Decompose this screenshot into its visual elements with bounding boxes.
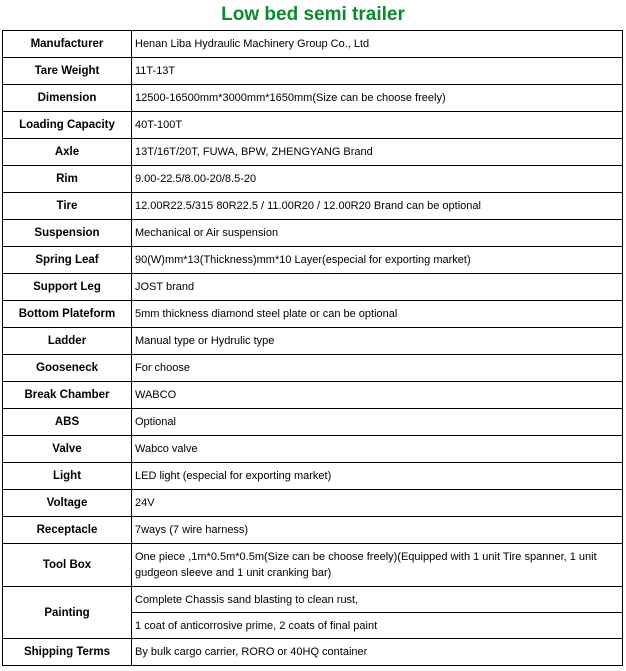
row-label: Bottom Plateform (3, 301, 132, 328)
row-value: Wabco valve (132, 436, 623, 463)
page-title: Low bed semi trailer (221, 4, 405, 25)
row-label: Tare Weight (3, 58, 132, 85)
row-value: 24V (132, 490, 623, 517)
row-value: 12.00R22.5/315 80R22.5 / 11.00R20 / 12.00R20 Brand can be optional (132, 193, 623, 220)
table-row (3, 587, 623, 613)
table-row (3, 490, 623, 517)
row-value: Henan Liba Hydraulic Machinery Group Co., Ltd (132, 31, 623, 58)
row-value: 12500-16500mm*3000mm*1650mm(Size can be choose freely) (132, 85, 623, 112)
row-value: By bulk cargo carrier, RORO or 40HQ container (132, 639, 623, 666)
table-row (3, 436, 623, 463)
row-label: Painting (3, 587, 132, 639)
row-value: Complete Chassis sand blasting to clean rust, (132, 587, 623, 613)
row-label: Tool Box (3, 544, 132, 587)
row-label: ABS (3, 409, 132, 436)
table-row (3, 139, 623, 166)
row-value: Optional (132, 409, 623, 436)
table-row (3, 166, 623, 193)
row-value: LED light (especial for exporting market) (132, 463, 623, 490)
table-row (3, 112, 623, 139)
table-row (3, 31, 623, 58)
table-row (3, 544, 623, 587)
table-row (3, 301, 623, 328)
row-label: Manufacturer (3, 31, 132, 58)
row-value: For choose (132, 355, 623, 382)
row-label: Suspension (3, 220, 132, 247)
row-label: Dimension (3, 85, 132, 112)
row-value: 11T-13T (132, 58, 623, 85)
table-row (3, 328, 623, 355)
row-label: Support Leg (3, 274, 132, 301)
row-label: Spring Leaf (3, 247, 132, 274)
row-value: WABCO (132, 382, 623, 409)
row-label: Voltage (3, 490, 132, 517)
row-label: Receptacle (3, 517, 132, 544)
table-row (3, 355, 623, 382)
row-value: Mechanical or Air suspension (132, 220, 623, 247)
table-row (3, 463, 623, 490)
row-value: 7ways (7 wire harness) (132, 517, 623, 544)
row-label: Gooseneck (3, 355, 132, 382)
row-value: Manual type or Hydrulic type (132, 328, 623, 355)
row-label: Ladder (3, 328, 132, 355)
table-row (3, 382, 623, 409)
row-value: 13T/16T/20T, FUWA, BPW, ZHENGYANG Brand (132, 139, 623, 166)
table-row (3, 247, 623, 274)
row-value: 5mm thickness diamond steel plate or can be optional (132, 301, 623, 328)
row-label: Shipping Terms (3, 639, 132, 666)
row-label: Loading Capacity (3, 112, 132, 139)
row-label: Axle (3, 139, 132, 166)
row-label: Tire (3, 193, 132, 220)
row-label: Rim (3, 166, 132, 193)
table-row (3, 639, 623, 666)
row-value: One piece ,1m*0.5m*0.5m(Size can be choose freely)(Equipped with 1 unit Tire spanner, 1 unit gudgeon sleeve and 1 unit cranking bar) (132, 544, 623, 587)
row-label: Light (3, 463, 132, 490)
table-row (3, 409, 623, 436)
table-row (3, 193, 623, 220)
row-value: 40T-100T (132, 112, 623, 139)
spec-table (2, 30, 623, 666)
row-label: Break Chamber (3, 382, 132, 409)
row-label: Valve (3, 436, 132, 463)
row-value: 9.00-22.5/8.00-20/8.5-20 (132, 166, 623, 193)
table-row (3, 220, 623, 247)
table-row (3, 274, 623, 301)
table-row (3, 517, 623, 544)
row-value: 1 coat of anticorrosive prime, 2 coats of final paint (132, 613, 623, 639)
row-value: 90(W)mm*13(Thickness)mm*10 Layer(especial for exporting market) (132, 247, 623, 274)
table-row (3, 58, 623, 85)
row-value: JOST brand (132, 274, 623, 301)
table-row (3, 85, 623, 112)
